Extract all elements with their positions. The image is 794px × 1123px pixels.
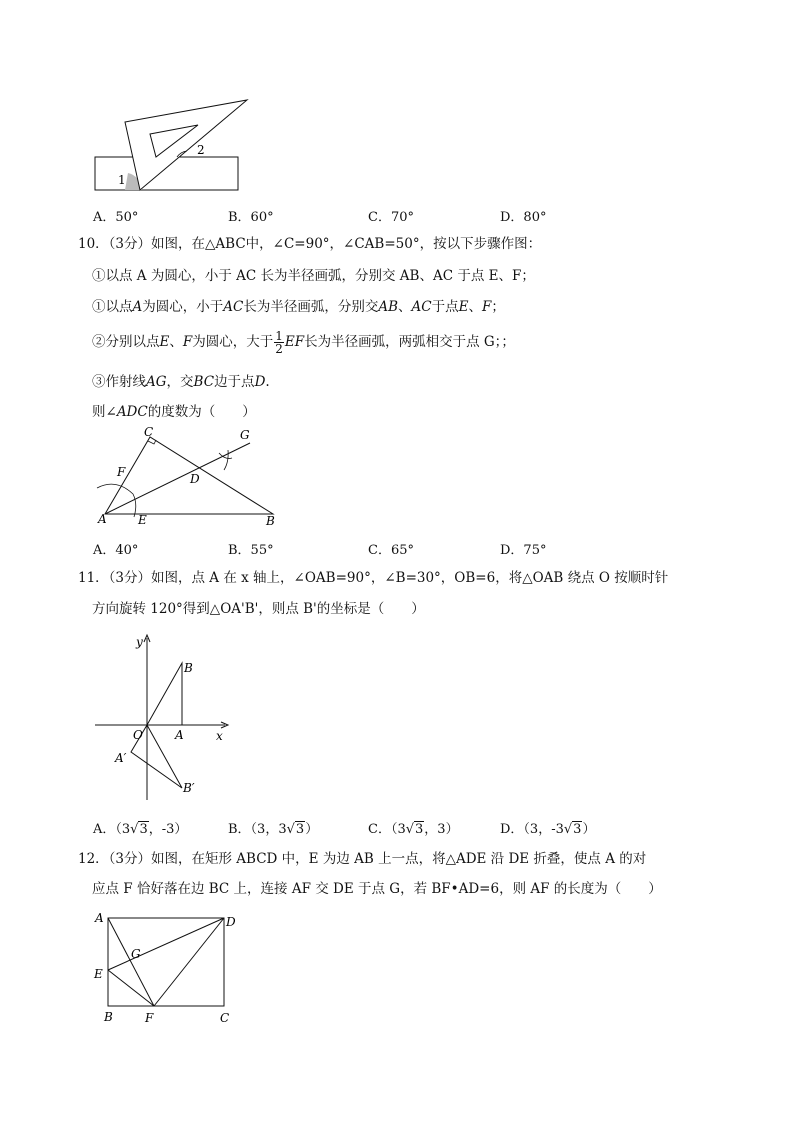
label-c: C — [144, 425, 154, 439]
label-d: D — [226, 915, 236, 929]
label-a: A — [95, 911, 104, 925]
label-a: A — [175, 728, 184, 742]
q11-line2: 方向旋转 120°得到△OA'B'，则点 B'的坐标是（ ） — [92, 601, 425, 617]
q10-step3: ③作射线AG，交BC边于点D. — [92, 374, 270, 390]
label-g: G — [240, 428, 250, 442]
q9-option-b[interactable]: B．60° — [228, 210, 274, 225]
q9-figure — [90, 95, 260, 195]
q9-option-c[interactable]: C．70° — [368, 210, 414, 225]
q11-option-b[interactable]: B．（3，3√3） — [228, 822, 319, 837]
q12-line1: 12．（3分）如图，在矩形 ABCD 中，E 为边 AB 上一点，将△ADE 沿 DE 折叠，使点 A 的对 — [78, 851, 647, 867]
label-g: G — [131, 947, 141, 961]
q10-option-a[interactable]: A．40° — [93, 543, 139, 558]
label-f: F — [117, 465, 126, 479]
q11-line1: 11．（3分）如图，点 A 在 x 轴上，∠OAB=90°，∠B=30°，OB=6，将△OAB 绕点 O 按顺时针 — [78, 570, 669, 586]
q10-step-duplicate: ①以点 A 为圆心，小于 AC 长为半径画弧，分别交 AB、AC 于点 E、F； — [92, 268, 535, 284]
q10-option-c[interactable]: C．65° — [368, 543, 414, 558]
segment-ed — [108, 918, 224, 970]
q12-line2: 应点 F 恰好落在边 BC 上，连接 AF 交 DE 于点 G，若 BF•AD=6，则 AF 的长度为（ ） — [92, 881, 662, 897]
q10-option-d[interactable]: D．75° — [500, 543, 547, 558]
q11-option-d[interactable]: D．（3，-3√3） — [500, 822, 596, 837]
q10-question: 则∠ADC的度数为（ ） — [92, 404, 256, 420]
label-y: y — [136, 635, 143, 649]
label-o: O — [133, 728, 143, 742]
triangle-abc — [105, 437, 273, 514]
segment-ef — [108, 970, 154, 1006]
q10-figure — [88, 422, 288, 532]
q10-option-b[interactable]: B．55° — [228, 543, 274, 558]
q9-option-d[interactable]: D．80° — [500, 210, 547, 225]
label-d: D — [190, 472, 200, 486]
q11-option-a[interactable]: A．（3√3，-3） — [93, 822, 188, 837]
label-a-prime: A′ — [115, 751, 127, 765]
label-e: E — [138, 513, 147, 527]
arc-g-right — [224, 450, 228, 470]
angle2-label: 2 — [197, 143, 205, 157]
label-x: x — [216, 729, 223, 743]
label-b: B — [184, 661, 193, 675]
right-angle-mark — [148, 440, 156, 444]
label-a: A — [98, 512, 107, 526]
q11-figure — [90, 630, 240, 805]
label-b: B — [266, 514, 275, 528]
q12-figure — [90, 908, 245, 1028]
fraction-one-half: $\frac{1}{2}$ — [275, 329, 283, 356]
segment-af — [108, 918, 154, 1006]
label-c: C — [220, 1011, 230, 1025]
q10-stem: 10．（3分）如图，在△ABC中，∠C=90°，∠CAB=50°，按以下步骤作图： — [78, 236, 542, 252]
segment-fd — [154, 918, 224, 1006]
q9-option-a[interactable]: A．50° — [93, 210, 139, 225]
triangle-oab — [147, 663, 182, 725]
label-b: B — [104, 1010, 113, 1024]
label-b-prime: B′ — [183, 781, 195, 795]
label-f: F — [145, 1011, 154, 1025]
q11-option-c[interactable]: C．（3√3，3） — [368, 822, 459, 837]
triangle-ruler-outer — [125, 100, 247, 190]
q10-step2: ②分别以点E、F为圆心，大于 $\frac{1}{2}$ EF长为半径画弧，两弧相交于点 G；； — [92, 329, 515, 356]
angle1-label: 1 — [118, 173, 126, 187]
q10-step1: ①以点A为圆心，小于AC长为半径画弧，分别交AB、AC于点E、F； — [92, 299, 505, 315]
label-e: E — [94, 967, 103, 981]
